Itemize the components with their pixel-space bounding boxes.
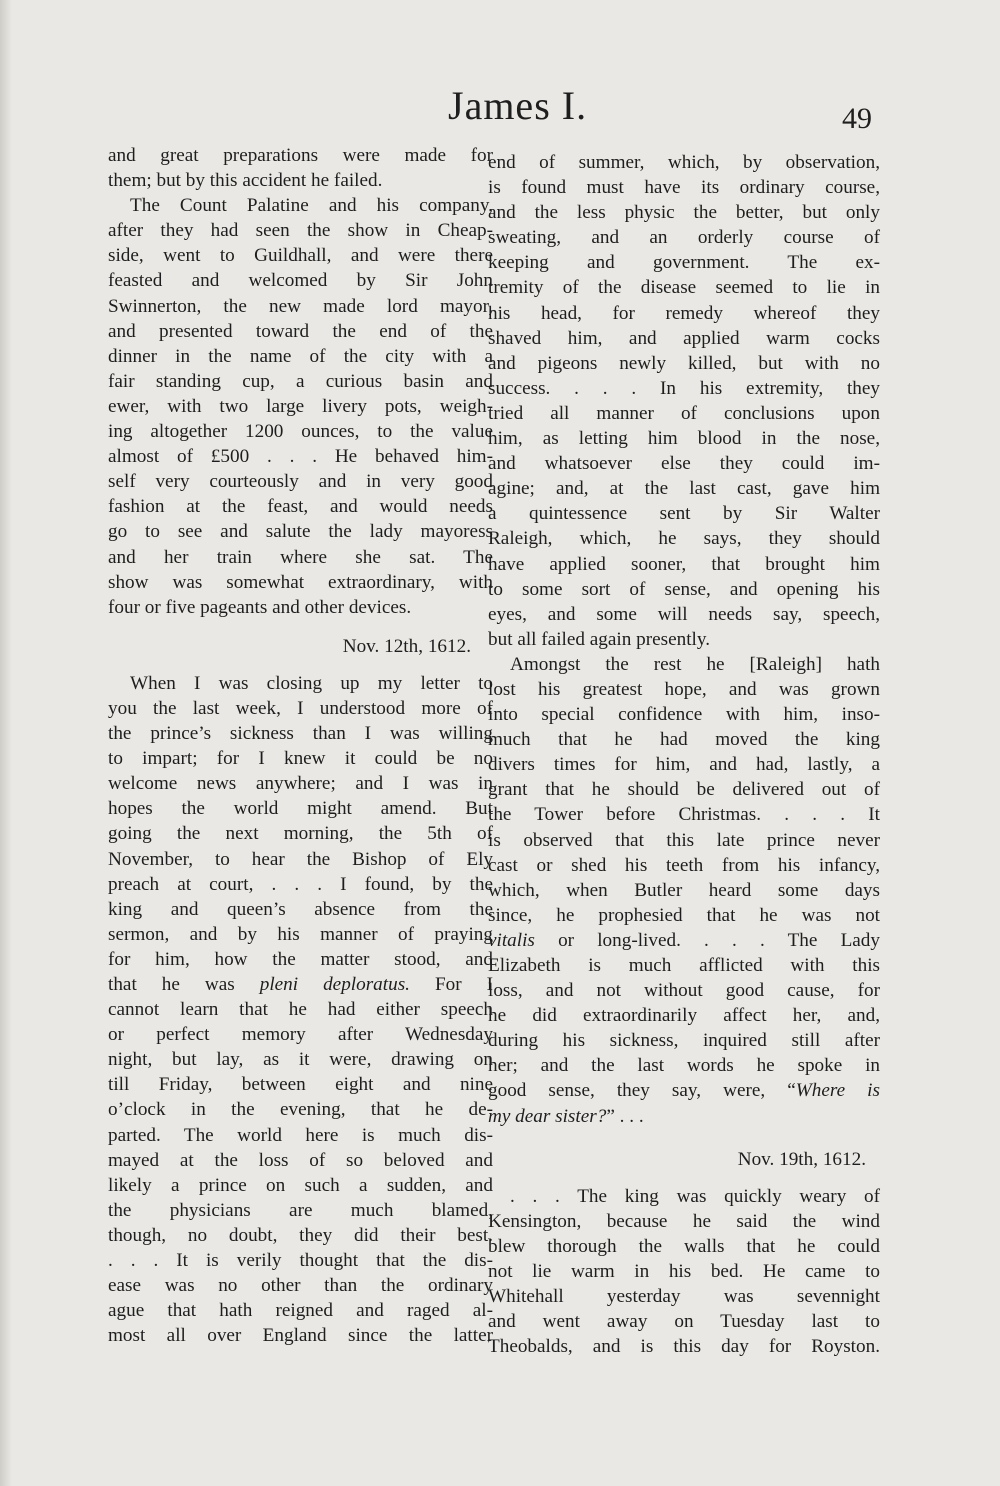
text-line: agine; and, at the last cast, gave him — [488, 478, 880, 500]
italic-term: vitalis — [488, 929, 535, 951]
text-line: welcome news anywhere; and I was in — [108, 773, 493, 795]
text-line: mayed at the loss of so beloved and — [108, 1149, 493, 1171]
text-line: the physicians are much blamed, — [108, 1199, 493, 1221]
text-line: self very courteously and in very good — [108, 471, 493, 493]
page-number: 49 — [842, 102, 872, 135]
text-line: his head, for remedy whereof they — [488, 302, 880, 324]
text-line: hopes the world might amend. But — [108, 798, 493, 820]
text-line: blew thorough the walls that he could — [488, 1235, 880, 1257]
text-line: but all failed again presently. — [488, 628, 710, 650]
text-line: Theobalds, and is this day for Royston. — [488, 1336, 880, 1358]
text-line: tremity of the disease seemed to lie in — [488, 277, 880, 299]
text-fragment: For I — [409, 974, 494, 995]
text-line: Swinnerton, the new made lord mayor, — [108, 295, 493, 317]
text-line: lost his greatest hope, and was grown — [488, 678, 880, 700]
text-line: . . . The king was quickly weary of — [510, 1185, 880, 1207]
text-line: though, no doubt, they did their best. — [108, 1224, 493, 1246]
text-line: Kensington, because he said the wind — [488, 1210, 880, 1232]
text-line: tried all manner of conclusions upon — [488, 402, 880, 424]
text-line: not lie warm in his bed. He came to — [488, 1261, 880, 1283]
text-line: and great preparations were made for — [108, 145, 493, 166]
text-line: he did extraordinarily affect her, and, — [488, 1005, 880, 1027]
text-line: divers times for him, and had, lastly, a — [488, 754, 880, 776]
text-line: since, he prophesied that he was not — [488, 904, 880, 926]
text-line: going the next morning, the 5th of — [108, 823, 493, 845]
text-line: ing altogether 1200 ounces, to the value — [108, 421, 493, 443]
text-line: king and queen’s absence from the — [108, 898, 493, 920]
text-line: Elizabeth is much afflicted with this — [488, 955, 880, 976]
text-fragment: good sense, they say, were, “ — [488, 1080, 796, 1102]
left-column — [108, 143, 493, 1348]
text-line: preach at court, . . . I found, by the — [108, 873, 493, 895]
paragraph-kensington — [488, 1184, 880, 1360]
text-line: parted. The world here is much dis- — [108, 1124, 493, 1146]
italic-quote: Where is — [795, 1080, 880, 1102]
text-line: keeping and government. The ex- — [488, 252, 880, 274]
paragraph-continuation — [108, 143, 493, 193]
text-line: side, went to Guildhall, and were there — [108, 245, 493, 267]
right-column — [488, 150, 880, 1359]
text-line: is observed that this late prince never — [488, 829, 880, 851]
text-line: to some sort of sense, and opening his — [488, 578, 880, 600]
text-line: into special confidence with him, inso- — [488, 704, 880, 726]
text-line: and pigeons newly killed, but with no — [488, 352, 880, 374]
text-line: When I was closing up my letter to — [130, 672, 493, 694]
text-line: you the last week, I understood more of — [108, 697, 493, 719]
text-line: fair standing cup, a curious basin and — [108, 370, 493, 392]
text-line: him, as letting him blood in the nose, — [488, 428, 880, 450]
text-line: four or five pageants and other devices. — [108, 596, 412, 618]
text-line: the prince’s sickness than I was willing — [108, 723, 493, 745]
italic-quote: my dear sister? — [488, 1105, 607, 1127]
paragraph-raleigh — [488, 652, 880, 1129]
text-line: sweating, and an orderly course of — [488, 227, 880, 249]
text-line: them; but by this accident he failed. — [108, 170, 383, 192]
text-line: till Friday, between eight and nine — [108, 1074, 493, 1096]
text-line — [488, 1104, 880, 1129]
text-line: end of summer, which, by observation, — [488, 152, 880, 173]
text-line: and presented toward the end of the — [108, 320, 493, 342]
text-line: which, when Butler heard some days — [488, 879, 880, 901]
text-line — [108, 972, 493, 997]
text-line: The Count Palatine and his company, — [130, 195, 493, 217]
text-line: shaved him, and applied warm cocks — [488, 327, 880, 349]
text-line: and her train where she sat. The — [108, 546, 493, 568]
text-line: likely a prince on such a sudden, and — [108, 1174, 493, 1196]
text-line: feasted and welcomed by Sir John — [108, 270, 493, 292]
text-line: to impart; for I knew it could be no — [108, 748, 493, 770]
text-line: or perfect memory after Wednesday — [108, 1024, 493, 1046]
text-line: loss, and not without good cause, for — [488, 980, 880, 1002]
text-fragment: or long-lived. . . . The Lady — [534, 929, 880, 951]
text-line: grant that he should be delivered out of — [488, 779, 880, 801]
text-line: the Tower before Christmas. . . . It — [488, 804, 880, 826]
text-line: November, to hear the Bishop of Ely — [108, 848, 493, 870]
text-line: fashion at the feast, and would needs — [108, 496, 493, 518]
text-line: a quintessence sent by Sir Walter — [488, 503, 880, 525]
text-line: ease was no other than the ordinary — [108, 1275, 493, 1297]
text-line: o’clock in the evening, that he de- — [108, 1099, 493, 1121]
text-line: Raleigh, which, he says, they should — [488, 528, 880, 550]
paragraph-count-palatine — [108, 193, 493, 620]
text-line: success. . . . In his extremity, they — [488, 377, 880, 399]
text-line: cannot learn that he had either speech — [108, 999, 493, 1021]
text-line: after they had seen the show in Cheap- — [108, 220, 493, 242]
text-line: go to see and salute the lady mayoress — [108, 521, 493, 543]
text-line: sermon, and by his manner of praying — [108, 923, 493, 945]
text-line: Amongst the rest he [Raleigh] hath — [510, 653, 880, 675]
text-line: almost of £500 . . . He behaved him- — [108, 446, 493, 468]
text-line: most all over England since the latter — [108, 1325, 493, 1347]
text-line: is found must have its ordinary course, — [488, 177, 880, 199]
text-line: night, but lay, as it were, drawing on — [108, 1049, 493, 1071]
text-line: and the less physic the better, but only — [488, 202, 880, 224]
text-line: and went away on Tuesday last to — [488, 1311, 880, 1333]
text-line: . . . It is verily thought that the dis- — [108, 1250, 493, 1272]
dateline-nov-12: Nov. 12th, 1612. — [342, 635, 471, 657]
text-line: show was somewhat extraordinary, with — [108, 571, 493, 593]
text-line: ewer, with two large livery pots, weigh- — [108, 395, 493, 417]
text-line: dinner in the name of the city with a — [108, 345, 493, 367]
text-fragment: ” . . . — [606, 1105, 644, 1127]
text-line: eyes, and some will needs say, speech, — [488, 603, 880, 625]
page-edge — [0, 0, 12, 1486]
italic-term: pleni deploratus. — [259, 974, 410, 995]
text-line — [488, 1078, 880, 1103]
text-line: Whitehall yesterday was sevennight — [488, 1286, 880, 1308]
text-line: and whatsoever else they could im- — [488, 453, 880, 475]
text-line: cast or shed his teeth from his infancy, — [488, 854, 880, 876]
text-fragment: that he was — [108, 974, 260, 995]
text-line: during his sickness, inquired still after — [488, 1030, 880, 1052]
running-head-title: James I. — [448, 83, 588, 128]
text-line: for him, how the matter stood, and — [108, 948, 493, 970]
paragraph-letter — [108, 671, 493, 1349]
text-line: have applied sooner, that brought him — [488, 553, 880, 575]
dateline-nov-19: Nov. 19th, 1612. — [737, 1148, 866, 1170]
paragraph-summer — [488, 150, 880, 652]
text-line: her; and the last words he spoke in — [488, 1055, 880, 1077]
text-line: ague that hath reigned and raged al- — [108, 1300, 493, 1322]
text-line — [488, 928, 880, 953]
text-line: much that he had moved the king — [488, 729, 880, 751]
